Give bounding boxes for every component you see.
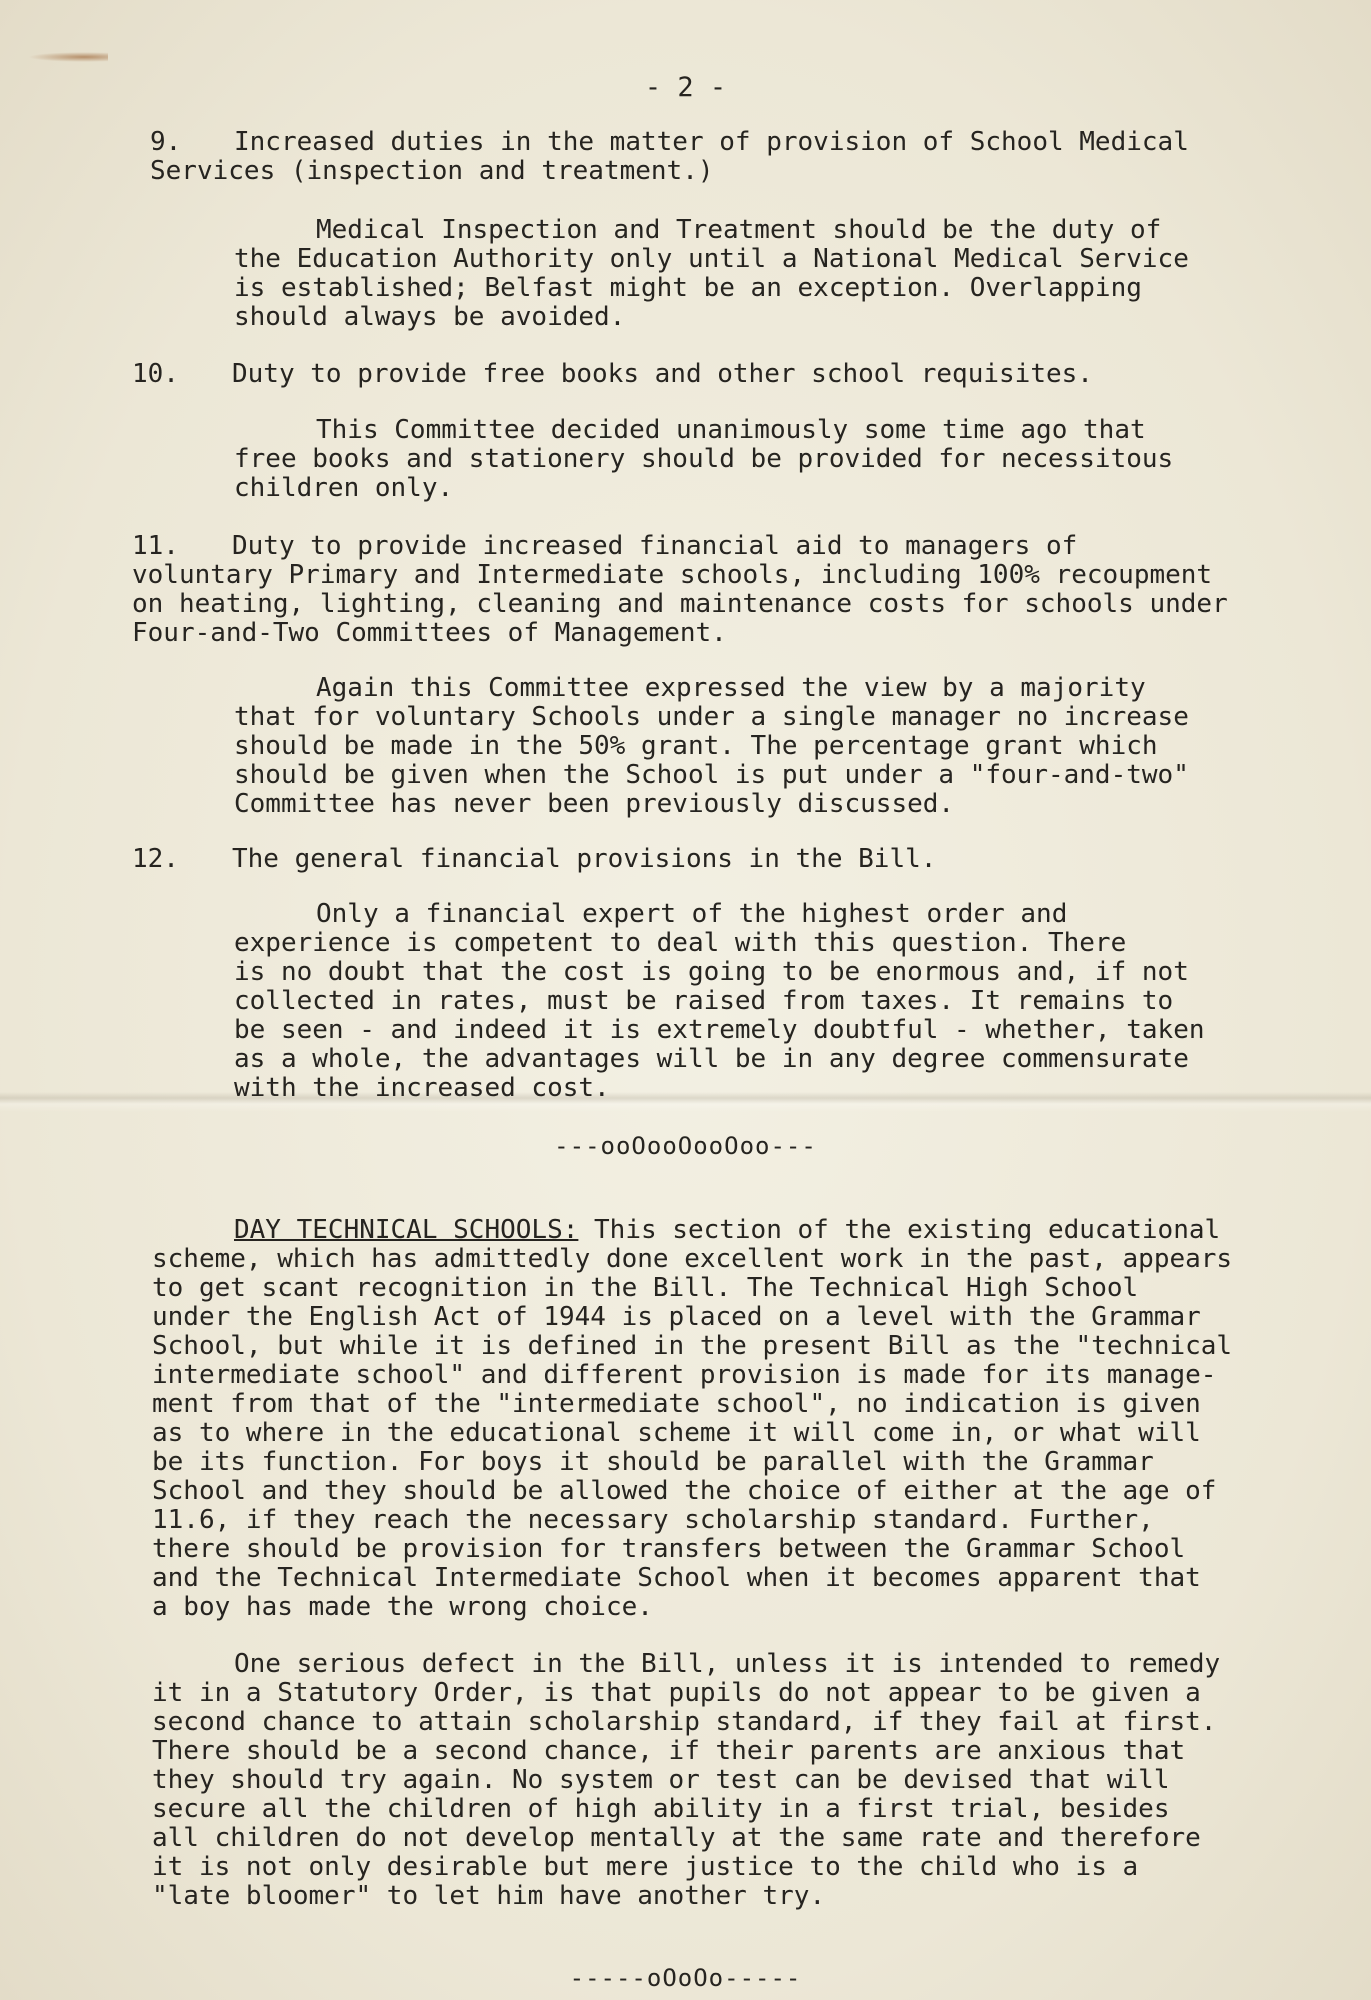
defect-line: secure all the children of high ability in a first trial, besides xyxy=(152,1794,1170,1824)
technical-line: a boy has made the wrong choice. xyxy=(152,1592,653,1622)
item-12-heading xyxy=(132,845,936,874)
defect-line: second chance to attain scholarship standard, if they fail at first. xyxy=(152,1707,1217,1737)
technical-line: ment from that of the "intermediate school", no indication is given xyxy=(152,1389,1201,1419)
technical-line: School, but while it is defined in the present Bill as the "technical xyxy=(152,1331,1233,1361)
item-9-body-line: Medical Inspection and Treatment should be the duty of xyxy=(316,215,1162,245)
technical-line: 11.6, if they reach the necessary scholarship standard. Further, xyxy=(152,1505,1154,1535)
technical-line: intermediate school" and different provision is made for its manage- xyxy=(152,1360,1217,1390)
item-11-body-line: Again this Committee expressed the view by a majority xyxy=(316,673,1146,703)
end-divider: -----oOoOo----- xyxy=(569,1964,802,1992)
ink-stain xyxy=(28,52,108,62)
technical-line: and the Technical Intermediate School when it becomes apparent that xyxy=(152,1563,1201,1593)
technical-line: there should be provision for transfers between the Grammar School xyxy=(152,1534,1186,1564)
item-11-body-line: should be given when the School is put under a "four-and-two" xyxy=(234,760,1189,790)
item-10-body-line: free books and stationery should be provided for necessitous xyxy=(234,444,1174,474)
technical-line: be its function. For boys it should be parallel with the Grammar xyxy=(152,1447,1154,1477)
item-9-number: 9. xyxy=(150,127,182,157)
technical-line: as to where in the educational scheme it will come in, or what will xyxy=(152,1418,1201,1448)
item-9-body-line: the Education Authority only until a National Medical Service xyxy=(234,244,1189,274)
defect-line: One serious defect in the Bill, unless it is intended to remedy xyxy=(234,1649,1221,1679)
defect-line: it in a Statutory Order, is that pupils do not appear to be given a xyxy=(152,1678,1201,1708)
item-12-body-line: collected in rates, must be raised from taxes. It remains to xyxy=(234,986,1174,1016)
defect-line: "late bloomer" to let him have another try. xyxy=(152,1881,826,1911)
defect-line: There should be a second chance, if their parents are anxious that xyxy=(152,1736,1186,1766)
item-11-number: 11. xyxy=(132,531,179,561)
item-11-body-line: Committee has never been previously discussed. xyxy=(234,789,955,819)
item-10-body-line: children only. xyxy=(234,473,454,503)
item-12-body-line: be seen - and indeed it is extremely doubtful - whether, taken xyxy=(234,1015,1205,1045)
item-9-heading-line: Increased duties in the matter of provision of School Medical xyxy=(234,127,1189,157)
item-12-body-line: with the increased cost. xyxy=(234,1073,610,1103)
technical-line: This section of the existing educational xyxy=(578,1215,1221,1245)
item-12-number: 12. xyxy=(132,844,179,874)
item-10-number: 10. xyxy=(132,359,179,389)
item-11-body-line: that for voluntary Schools under a single manager no increase xyxy=(234,702,1189,732)
technical-line: under the English Act of 1944 is placed on a level with the Grammar xyxy=(152,1302,1201,1332)
technical-line: to get scant recognition in the Bill. The Technical High School xyxy=(152,1273,1139,1303)
technical-schools-heading: DAY TECHNICAL SCHOOLS: xyxy=(234,1215,579,1245)
item-10-body xyxy=(234,416,1173,503)
item-11-heading-line: on heating, lighting, cleaning and maintenance costs for schools under xyxy=(132,589,1228,619)
item-10-body-line: This Committee decided unanimously some time ago that xyxy=(316,415,1146,445)
technical-schools-paragraph xyxy=(152,1216,1232,1622)
item-10-heading xyxy=(132,360,1093,389)
item-9-body-line: should always be avoided. xyxy=(234,302,626,332)
item-11-heading xyxy=(132,532,1228,648)
item-9-body-line: is established; Belfast might be an exception. Overlapping xyxy=(234,273,1142,303)
item-9-heading-line: Services (inspection and treatment.) xyxy=(150,156,714,186)
item-12-body-line: is no doubt that the cost is going to be enormous and, if not xyxy=(234,957,1189,987)
item-11-body-line: should be made in the 50% grant. The percentage grant which xyxy=(234,731,1158,761)
item-11-heading-line: Duty to provide increased financial aid to managers of xyxy=(232,531,1078,561)
technical-line: School and they should be allowed the choice of either at the age of xyxy=(152,1476,1217,1506)
defect-line: it is not only desirable but mere justice to the child who is a xyxy=(152,1852,1139,1882)
item-9-body xyxy=(234,216,1189,332)
defect-paragraph xyxy=(152,1650,1220,1911)
item-11-body xyxy=(234,674,1189,819)
item-10-heading-line: Duty to provide free books and other school requisites. xyxy=(232,359,1093,389)
defect-line: they should try again. No system or test can be devised that will xyxy=(152,1765,1170,1795)
defect-line: all children do not develop mentally at the same rate and therefore xyxy=(152,1823,1201,1853)
item-12-heading-line: The general financial provisions in the Bill. xyxy=(232,844,937,874)
item-11-heading-line: voluntary Primary and Intermediate schools, including 100% recoupment xyxy=(132,560,1213,590)
item-11-heading-line: Four-and-Two Committees of Management. xyxy=(132,618,727,648)
item-12-body-line: as a whole, the advantages will be in any degree commensurate xyxy=(234,1044,1189,1074)
item-12-body-line: Only a financial expert of the highest order and xyxy=(316,899,1068,929)
item-12-body xyxy=(234,900,1205,1103)
technical-line: scheme, which has admittedly done excellent work in the past, appears xyxy=(152,1244,1233,1274)
section-divider: ---ooOooOooOoo--- xyxy=(554,1132,817,1160)
item-9-heading xyxy=(150,128,1189,186)
item-12-body-line: experience is competent to deal with this question. There xyxy=(234,928,1127,958)
page-number: - 2 - xyxy=(644,72,727,103)
